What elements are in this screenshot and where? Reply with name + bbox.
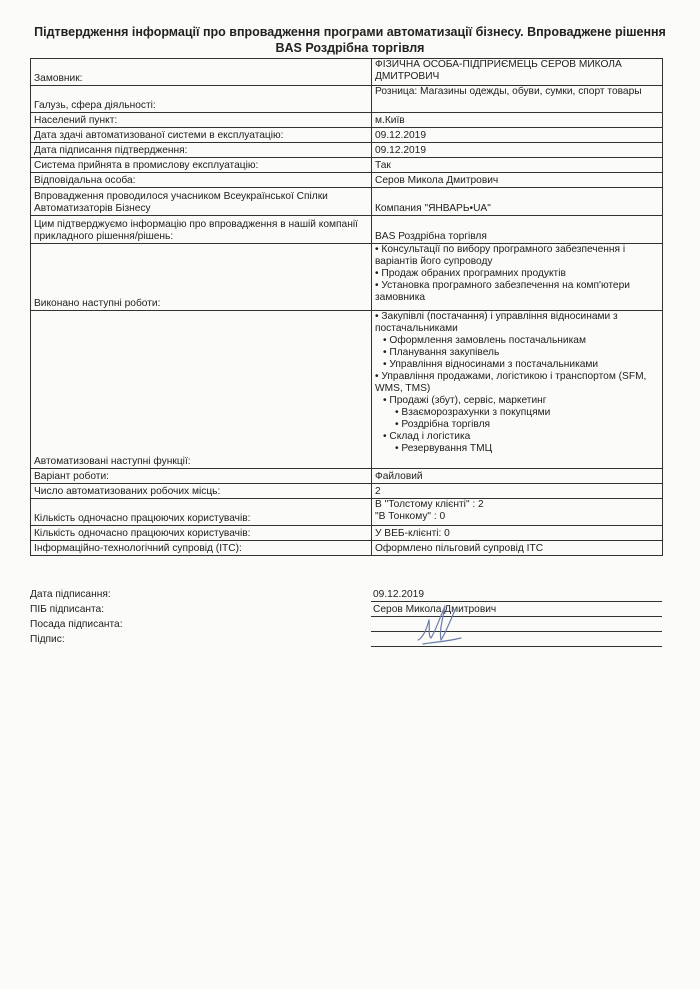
- city-value: м.Київ: [372, 113, 663, 128]
- confirm-date-value: 09.12.2019: [372, 143, 663, 158]
- function-item: • Управління продажами, логістикою і транспортом (SFM, WMS, TMS): [375, 371, 647, 394]
- implementation-info-table: [30, 58, 663, 556]
- functions-label: Автоматизовані наступні функції:: [31, 311, 372, 469]
- works-item: • Консультації по вибору програмного забезпечення і варіантів його супроводу: [375, 244, 626, 267]
- its-value: Оформлено пільговий супровід ІТС: [372, 541, 663, 556]
- users-value: [372, 499, 663, 526]
- variant-label: Варіант роботи:: [31, 469, 372, 484]
- table-row: [31, 541, 663, 556]
- workplaces-value: 2: [372, 484, 663, 499]
- works-list: [372, 244, 663, 311]
- function-item: • Управління відносинами з постачальниками: [383, 359, 599, 370]
- signature-date-value: 09.12.2019: [371, 587, 662, 602]
- accepted-label: Система прийнята в промислову експлуатацію:: [31, 158, 372, 173]
- variant-value: Файловий: [372, 469, 663, 484]
- table-row: [31, 86, 663, 113]
- works-label: Виконано наступні роботи:: [31, 244, 372, 311]
- users-thick-client: В "Толстому клієнті" : 2: [375, 499, 484, 510]
- users-thin-client: "В Тонкому" : 0: [375, 511, 446, 522]
- table-row: [31, 216, 663, 244]
- table-row: [31, 188, 663, 216]
- users-label: Кількість одночасно працюючих користувачів:: [31, 499, 372, 526]
- its-label: Інформаційно-технологічний супровід (ІТС):: [31, 541, 372, 556]
- table-row: [31, 158, 663, 173]
- industry-label: Галузь, сфера діяльності:: [31, 86, 372, 113]
- signature-row: [30, 632, 662, 647]
- document-title: Підтвердження інформації про впровадження програми автоматизації бізнесу. Впроваджене рішення BAS Роздрібна торгівля: [34, 25, 666, 55]
- signature-label: Підпис:: [30, 634, 65, 645]
- solution-value: BAS Роздрібна торгівля: [372, 216, 663, 244]
- function-item: • Планування закупівель: [383, 347, 500, 358]
- functions-list: [372, 311, 663, 469]
- works-item: • Продаж обраних програмних продуктів: [375, 268, 566, 279]
- function-item: • Продажі (збут), сервіс, маркетинг: [383, 395, 547, 406]
- signer-name-value: Серов Микола Дмитрович: [371, 602, 662, 617]
- table-row: [31, 499, 663, 526]
- handwritten-signature: [415, 598, 465, 648]
- implementer-label: Впровадження проводилося учасником Всеукраїнської Спілки Автоматизаторів Бізнесу: [31, 188, 372, 216]
- signer-name-label: ПІБ підписанта:: [30, 604, 105, 615]
- implementer-value: Компания "ЯНВАРЬ•UA": [372, 188, 663, 216]
- users-web-label: Кількість одночасно працюючих користувачів:: [31, 526, 372, 541]
- signer-position-label: Посада підписанта:: [30, 619, 123, 630]
- table-row: [31, 173, 663, 188]
- users-web-value: У ВЕБ-клієнті: 0: [372, 526, 663, 541]
- city-label: Населений пункт:: [31, 113, 372, 128]
- table-row: [31, 244, 663, 311]
- table-row: [31, 484, 663, 499]
- customer-label: Замовник:: [31, 59, 372, 86]
- table-row: [31, 469, 663, 484]
- accepted-value: Так: [372, 158, 663, 173]
- responsible-label: Відповідальна особа:: [31, 173, 372, 188]
- industry-value: Розница: Магазины одежды, обуви, сумки, спорт товары: [372, 86, 663, 113]
- table-row: [31, 526, 663, 541]
- confirm-date-label: Дата підписання підтвердження:: [31, 143, 372, 158]
- handover-date-value: 09.12.2019: [372, 128, 663, 143]
- signer-name-row: [30, 602, 662, 617]
- signature-block: [30, 587, 662, 647]
- solution-label: Цим підтверджуємо інформацію про впровадження в нашій компанії прикладного рішення/рішень:: [31, 216, 372, 244]
- table-row: [31, 311, 663, 469]
- customer-value: ФІЗИЧНА ОСОБА-ПІДПРИЄМЕЦЬ СЕРОВ МИКОЛА ДМИТРОВИЧ: [372, 59, 663, 86]
- function-item: • Оформлення замовлень постачальникам: [383, 335, 586, 346]
- signature-date-row: [30, 587, 662, 602]
- works-item: • Установка програмного забезпечення на комп'ютери замовника: [375, 280, 630, 303]
- table-row: [31, 143, 663, 158]
- signer-position-row: [30, 617, 662, 632]
- function-item: • Взаєморозрахунки з покупцями: [395, 407, 551, 418]
- table-row: [31, 59, 663, 86]
- signature-date-label: Дата підписання:: [30, 589, 111, 600]
- function-item: • Склад і логістика: [383, 431, 471, 442]
- table-row: [31, 128, 663, 143]
- function-item: • Закупівлі (постачання) і управління відносинами з постачальниками: [375, 311, 618, 334]
- table-row: [31, 113, 663, 128]
- function-item: • Резервування ТМЦ: [395, 443, 493, 454]
- responsible-value: Серов Микола Дмитрович: [372, 173, 663, 188]
- function-item: • Роздрібна торгівля: [395, 419, 491, 430]
- handover-date-label: Дата здачі автоматизованої системи в експлуатацію:: [31, 128, 372, 143]
- workplaces-label: Число автоматизованих робочих місць:: [31, 484, 372, 499]
